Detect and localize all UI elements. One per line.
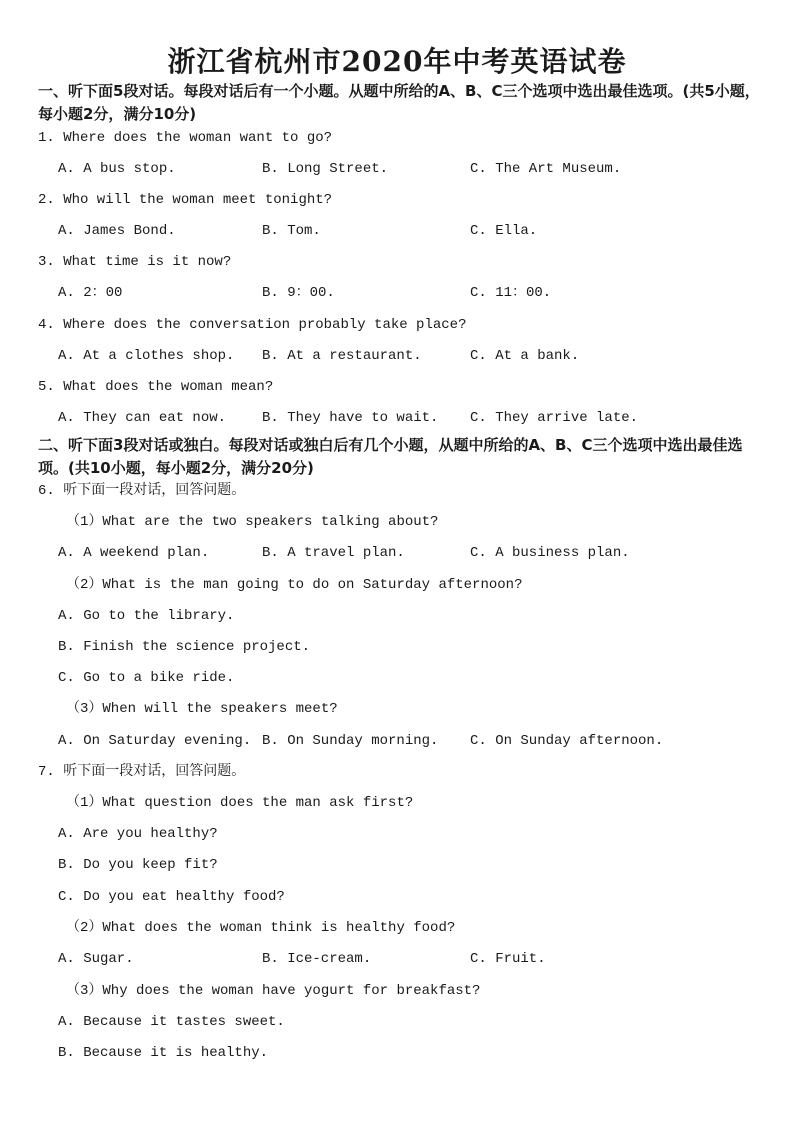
option-b: B. They have to wait. <box>262 410 439 426</box>
option-a: A. Sugar. <box>58 951 134 967</box>
option-b: B. 9：00. <box>262 285 335 301</box>
option-line <box>0 854 794 876</box>
subquestion-row <box>0 917 794 939</box>
subquestion-stem: （1）What question does the man ask first? <box>66 795 414 811</box>
question-row <box>0 761 794 783</box>
options-row <box>0 407 794 429</box>
question-row <box>0 480 794 502</box>
option-c: C. Go to a bike ride. <box>58 670 235 686</box>
subquestion-row <box>0 792 794 814</box>
options-row <box>0 542 794 564</box>
option-b: B. At a restaurant. <box>262 348 422 364</box>
option-b: B. Tom. <box>262 223 321 239</box>
options-row <box>0 345 794 367</box>
option-a: A. Because it tastes sweet. <box>58 1014 285 1030</box>
question-row <box>0 251 794 273</box>
option-c: C. On Sunday afternoon. <box>470 733 664 749</box>
option-line <box>0 605 794 627</box>
subquestion-stem: （3）Why does the woman have yogurt for breakfast? <box>66 983 481 999</box>
question-stem: 5. What does the woman mean? <box>38 379 274 395</box>
question-stem: 1. Where does the woman want to go? <box>38 130 333 146</box>
option-c: C. Do you eat healthy food? <box>58 889 285 905</box>
question-stem: 4. Where does the conversation probably take place? <box>38 317 467 333</box>
option-c: C. Fruit. <box>470 951 546 967</box>
option-c: C. At a bank. <box>470 348 580 364</box>
subquestion-stem: （2）What is the man going to do on Saturday afternoon? <box>66 577 523 593</box>
section2-instruction: 二、听下面3段对话或独白。每段对话或独白后有几个小题，从题中所给的A、B、C三个选项中选出最佳选项。(共10小题，每小题2分，满分20分) <box>38 436 743 477</box>
options-row <box>0 158 794 180</box>
option-line <box>0 636 794 658</box>
subquestion-row <box>0 511 794 533</box>
option-b: B. Long Street. <box>262 161 389 177</box>
options-row <box>0 948 794 970</box>
subquestion-stem: （2）What does the woman think is healthy food? <box>66 920 456 936</box>
option-c: C. 11：00. <box>470 285 552 301</box>
question-row <box>0 376 794 398</box>
option-b: B. Finish the science project. <box>58 639 311 655</box>
option-a: A. They can eat now. <box>58 410 227 426</box>
question-row <box>0 189 794 211</box>
question-stem: 2. Who will the woman meet tonight? <box>38 192 333 208</box>
option-a: A. At a clothes shop. <box>58 348 235 364</box>
question-intro: 6. 听下面一段对话，回答问题。 <box>38 483 246 499</box>
option-a: A. A weekend plan. <box>58 545 210 561</box>
option-line <box>0 1042 794 1064</box>
option-a: A. 2：00 <box>58 285 123 301</box>
subquestion-row <box>0 574 794 596</box>
option-b: B. On Sunday morning. <box>262 733 439 749</box>
option-b: B. Because it is healthy. <box>58 1045 269 1061</box>
option-c: C. A business plan. <box>470 545 630 561</box>
options-row <box>0 730 794 752</box>
option-a: A. A bus stop. <box>58 161 176 177</box>
subquestion-row <box>0 698 794 720</box>
option-c: C. Ella. <box>470 223 538 239</box>
option-line <box>0 1011 794 1033</box>
option-b: B. Ice-cream. <box>262 951 372 967</box>
option-b: B. A travel plan. <box>262 545 405 561</box>
question-row <box>0 127 794 149</box>
question-stem: 3. What time is it now? <box>38 254 232 270</box>
subquestion-stem: （1）What are the two speakers talking about? <box>66 514 439 530</box>
page-title: 浙江省杭州市2020年中考英语试卷 <box>167 45 627 78</box>
options-row <box>0 282 794 304</box>
section1-instruction: 一、听下面5段对话。每段对话后有一个小题。从题中所给的A、B、C三个选项中选出最佳选项。(共5小题，每小题2分，满分10分) <box>38 82 760 123</box>
question-row <box>0 314 794 336</box>
subquestion-stem: （3）When will the speakers meet? <box>66 701 338 717</box>
option-a: A. Are you healthy? <box>58 826 218 842</box>
option-c: C. They arrive late. <box>470 410 639 426</box>
option-c: C. The Art Museum. <box>470 161 622 177</box>
option-a: A. James Bond. <box>58 223 176 239</box>
option-b: B. Do you keep fit? <box>58 857 218 873</box>
options-row <box>0 220 794 242</box>
option-line <box>0 667 794 689</box>
option-a: A. Go to the library. <box>58 608 235 624</box>
option-line <box>0 823 794 845</box>
subquestion-row <box>0 980 794 1002</box>
option-a: A. On Saturday evening. <box>58 733 252 749</box>
option-line <box>0 886 794 908</box>
question-intro: 7. 听下面一段对话，回答问题。 <box>38 764 246 780</box>
